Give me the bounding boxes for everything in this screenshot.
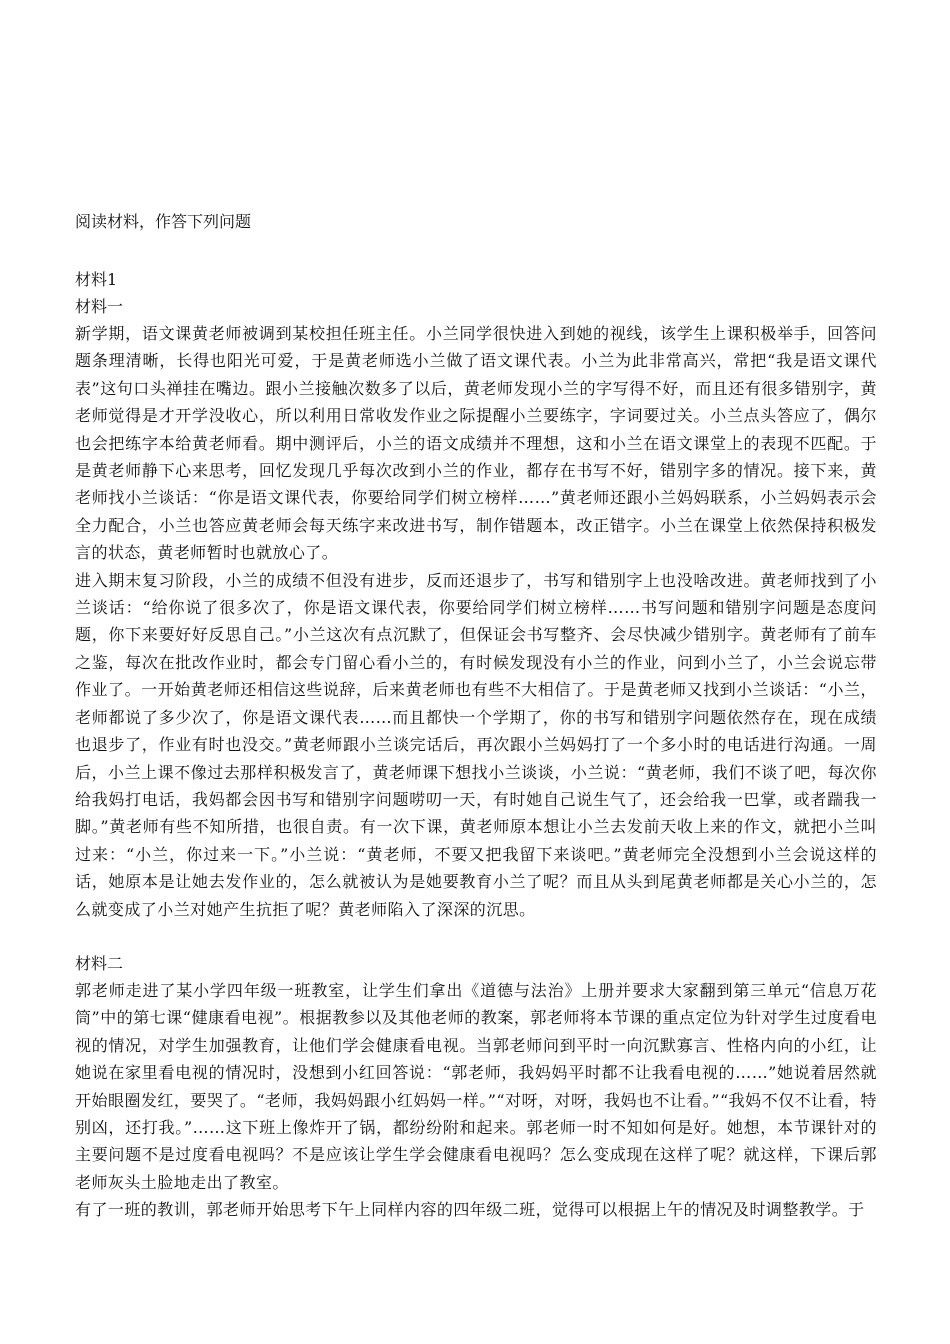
document-page <box>75 208 877 1224</box>
section-heading-1: 材料一 <box>75 297 124 316</box>
spacer <box>75 235 877 266</box>
section-heading-2: 材料二 <box>75 953 124 973</box>
material-label: 材料1 <box>75 270 118 289</box>
spacer <box>75 923 877 950</box>
question-title: 阅读材料，作答下列问题 <box>75 212 252 231</box>
section1-paragraph-1: 新学期，语文课黄老师被调到某校担任班主任。小兰同学很快进入到她的视线，该学生上课积极举手，回答问题条理清晰，长得也阳光可爱，于是黄老师选小兰做了语文课代表。小兰为此非常高兴，常把“我是语文课代表”这句口头禅挂在嘴边。跟小兰接触次数多了以后，黄老师发现小兰的字写得不好，而且还有很多错别字，黄老师觉得是才开学没收心，所以利用日常收发作业之际提醒小兰要练字，字词要过关。小兰点头答应了，偶尔也会把练字本给黄老师看。期中测评后，小兰的语文成绩并不理想，这和小兰在语文课堂上的表现不匹配。于是黄老师静下心来思考，回忆发现几乎每次改到小兰的作业，都存在书写不好，错别字多的情况。接下来，黄老师找小兰谈话：“你是语文课代表，你要给同学们树立榜样……”黄老师还跟小兰妈妈联系，小兰妈妈表示会全力配合，小兰也答应黄老师会每天练字来改进书写，制作错题本，改正错字。小兰在课堂上依然保持积极发言的状态，黄老师暂时也就放心了。 <box>75 324 877 563</box>
section2-paragraph-2: 有了一班的教训，郭老师开始思考下午上同样内容的四年级二班，觉得可以根据上午的情况及时调整教学。于 <box>75 1200 865 1220</box>
section1-paragraph-2: 进入期末复习阶段，小兰的成绩不但没有进步，反而还退步了，书写和错别字上也没啥改进。黄老师找到了小兰谈话：“给你说了很多次了，你是语文课代表，你要给同学们树立榜样……书写问题和错别字问题是态度问题，你下来要好好反思自己。”小兰这次有点沉默了，但保证会书写整齐、会尽快减少错别字。黄老师有了前车之鉴，每次在批改作业时，都会专门留心看小兰的，有时候发现没有小兰的作业，问到小兰了，小兰会说忘带作业了。一开始黄老师还相信这些说辞，后来黄老师也有些不大相信了。于是黄老师又找到小兰谈话：“小兰，老师都说了多少次了，你是语文课代表……而且都快一个学期了，你的书写和错别字问题依然存在，现在成绩也退步了，作业有时也没交。”黄老师跟小兰谈完话后，再次跟小兰妈妈打了一个多小时的电话进行沟通。一周后，小兰上课不像过去那样积极发言了，黄老师课下想找小兰谈谈，小兰说：“黄老师，我们不谈了吧，每次你给我妈打电话，我妈都会因书写和错别字问题唠叨一天，有时她自己说生气了，还会给我一巴掌，或者踹我一脚。”黄老师有些不知所措，也很自责。有一次下课，黄老师原本想让小兰去发前天收上来的作文，就把小兰叫过来：“小兰，你过来一下。”小兰说：“黄老师，不要又把我留下来谈吧。”黄老师完全没想到小兰会说这样的话，她原本是让她去发作业的，怎么就被认为是她要教育小兰了呢？而且从头到尾黄老师都是关心小兰的，怎么就变成了小兰对她产生抗拒了呢？黄老师陷入了深深的沉思。 <box>75 570 877 919</box>
section2-paragraph-1: 郭老师走进了某小学四年级一班教室，让学生们拿出《道德与法治》上册并要求大家翻到第三单元“信息万花筒”中的第七课“健康看电视”。根据教参以及其他老师的教案，郭老师将本节课的重点定位为针对学生过度看电视的情况，对学生加强教育，让他们学会健康看电视。当郭老师问到平时一向沉默寡言、性格内向的小红，让她说在家里看电视的情况时，没想到小红回答说：“郭老师，我妈妈平时都不让我看电视的……”她说着居然就开始眼圈发红，要哭了。“老师，我妈妈跟小红妈妈一样。”“对呀，对呀，我妈也不让看。”“我妈不仅不让看，特别凶，还打我。”……这下班上像炸开了锅，都纷纷附和起来。郭老师一时不知如何是好。她想，本节课针对的主要问题不是过度看电视吗？不是应该让学生学会健康看电视吗？怎么变成现在这样了呢？就这样，下课后郭老师灰头土脸地走出了教室。 <box>75 980 877 1192</box>
